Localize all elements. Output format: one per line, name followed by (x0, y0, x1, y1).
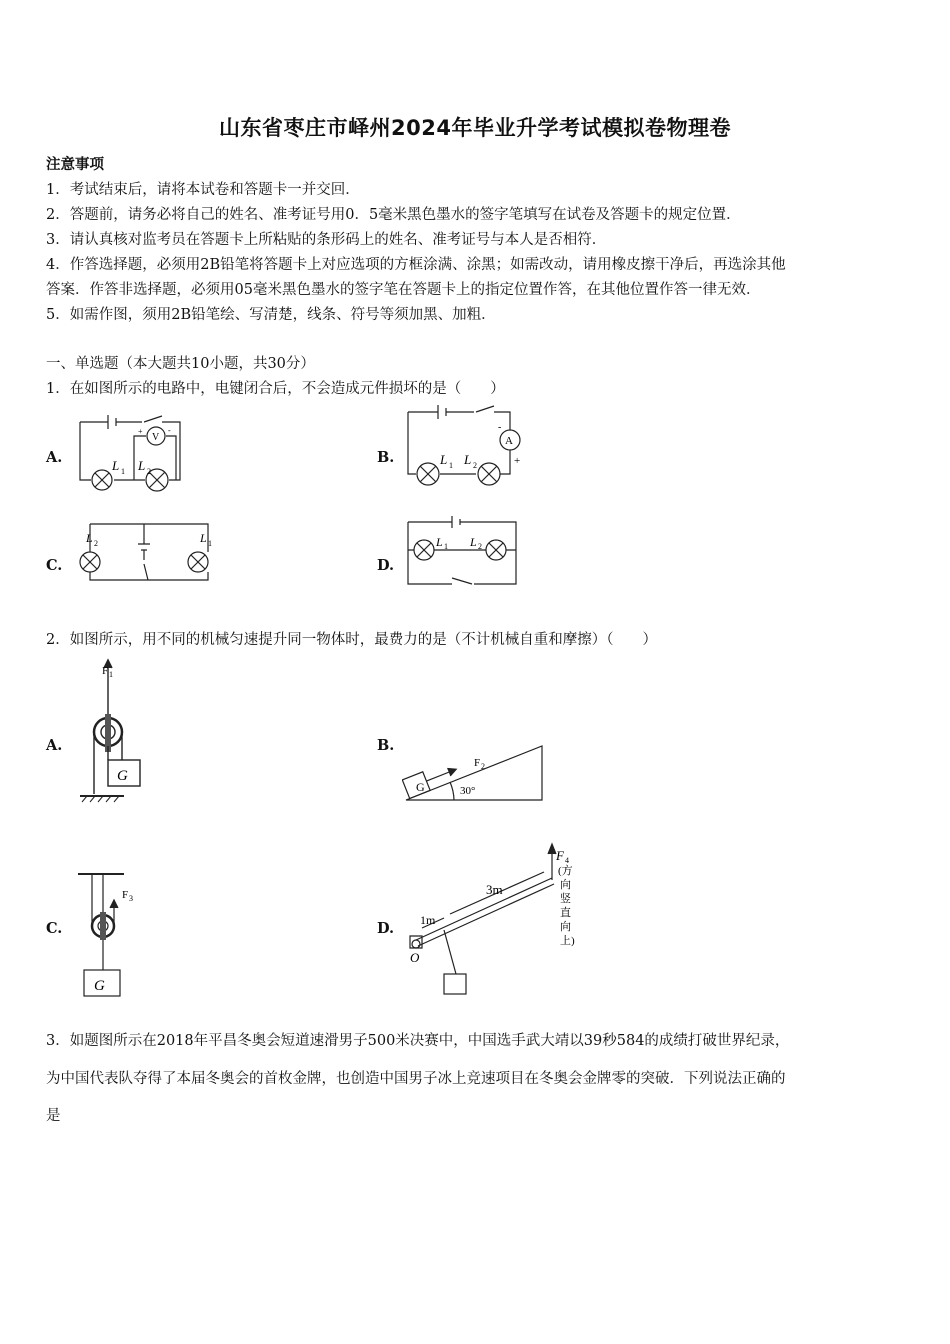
notice-item: 答案．作答非选择题，必须用05毫米黑色墨水的签字笔在答题卡上的指定位置作答，在其他位置作答一律无效． (46, 282, 761, 298)
lamp-l1-label: L (436, 535, 443, 549)
svg-text:2: 2 (147, 467, 151, 476)
circuit-c-diagram (72, 518, 222, 588)
svg-text:向: 向 (560, 921, 571, 933)
q1-option-d-label: D. (377, 557, 395, 574)
circuit-b-diagram (402, 402, 532, 492)
pulley-c-diagram (74, 870, 164, 1000)
lamp-l2-label: L (470, 535, 477, 549)
q1-option-b-label: B. (377, 449, 395, 466)
svg-text:3: 3 (129, 894, 133, 903)
lamp-l1-label: L (200, 531, 207, 545)
svg-text:向: 向 (560, 879, 571, 891)
lamp-l1-label: L (440, 452, 448, 467)
lever-d-diagram (404, 840, 580, 1000)
q2-option-c-label: C. (46, 920, 63, 937)
q1-option-a-label: A. (46, 449, 63, 466)
svg-text:2: 2 (478, 542, 482, 551)
notice-item: 2．答题前，请务必将自己的姓名、准考证号用0．5毫米黑色墨水的签字笔填写在试卷及答题卡的规定位置． (46, 207, 741, 223)
circuit-d-diagram (404, 514, 524, 588)
question-1-stem: 1．在如图所示的电路中，电键闭合后，不会造成元件损坏的是（ ） (46, 381, 505, 397)
svg-text:2: 2 (481, 762, 485, 771)
svg-text:4: 4 (565, 856, 569, 865)
lamp-l2-label: L (464, 452, 472, 467)
weight-g-label: G (416, 780, 425, 794)
question-3-line: 是 (46, 1108, 61, 1124)
ammeter-label: A (505, 435, 513, 447)
question-3-line: 3．如题图所示在2018年平昌冬奥会短道速滑男子500米决赛中，中国选手武大靖以39秒584的成绩打破世界纪录， (46, 1033, 790, 1049)
svg-text:上): 上) (560, 935, 575, 947)
circuit-a-diagram (72, 408, 192, 496)
length-1m-label: 1m (420, 913, 436, 927)
pivot-o-label: O (410, 950, 420, 965)
svg-text:(方: (方 (558, 865, 573, 877)
svg-text:-: - (168, 426, 171, 435)
svg-text:-: - (498, 422, 502, 433)
weight-g-label: G (117, 768, 128, 784)
force-f1-label: F (102, 665, 109, 677)
movable-pulley-a-diagram (76, 656, 148, 806)
voltmeter-label: V (152, 432, 160, 443)
force-f4-label: F (556, 848, 564, 863)
weight-g-label: G (94, 978, 105, 994)
svg-text:1: 1 (444, 542, 448, 551)
q1-option-c-label: C. (46, 557, 63, 574)
notice-item: 3．请认真核对监考员在答题卡上所粘贴的条形码上的姓名、准考证号与本人是否相符． (46, 232, 607, 248)
notice-item: 1．考试结束后，请将本试卷和答题卡一并交回． (46, 182, 360, 198)
svg-text:2: 2 (94, 539, 98, 548)
q2-option-d-label: D. (377, 920, 395, 937)
svg-text:+: + (514, 455, 521, 467)
svg-text:1: 1 (449, 461, 453, 470)
q2-option-a-label: A. (46, 737, 63, 754)
svg-text:1: 1 (121, 467, 125, 476)
section-heading: 一、单选题（本大题共10小题，共30分） (46, 356, 315, 372)
page-title: 山东省枣庄市峄州2024年毕业升学考试模拟卷物理卷 (219, 116, 731, 140)
lamp-l2-label: L (86, 531, 93, 545)
svg-text:竖: 竖 (560, 893, 571, 905)
incline-b-diagram (402, 742, 546, 804)
question-2-stem: 2．如图所示，用不同的机械匀速提升同一物体时，最费力的是（不计机械自重和摩擦）（ ） (46, 632, 657, 648)
q2-option-b-label: B. (377, 737, 395, 754)
angle-label: 30° (460, 785, 476, 797)
svg-text:直: 直 (560, 907, 571, 919)
lamp-l1-label: L (112, 458, 120, 473)
question-3-line: 为中国代表队夺得了本届冬奥会的首枚金牌，也创造中国男子冰上竞速项目在冬奥会金牌零的突破．下列说法正确的 (46, 1071, 786, 1087)
lamp-l2-label: L (138, 458, 146, 473)
svg-text:1: 1 (109, 670, 113, 679)
force-f2-label: F (474, 757, 481, 769)
notice-item: 5．如需作图，须用2B铅笔绘、写清楚，线条、符号等须加黑、加粗． (46, 307, 496, 323)
force-f3-label: F (122, 889, 129, 901)
notice-heading: 注意事项 (46, 156, 104, 173)
length-3m-label: 3m (486, 882, 503, 897)
svg-text:1: 1 (208, 539, 212, 548)
notice-item: 4．作答选择题，必须用2B铅笔将答题卡上对应选项的方框涂满、涂黑；如需改动，请用橡皮擦干净后，再选涂其他 (46, 257, 786, 273)
svg-text:+: + (138, 427, 143, 436)
svg-text:2: 2 (473, 461, 477, 470)
